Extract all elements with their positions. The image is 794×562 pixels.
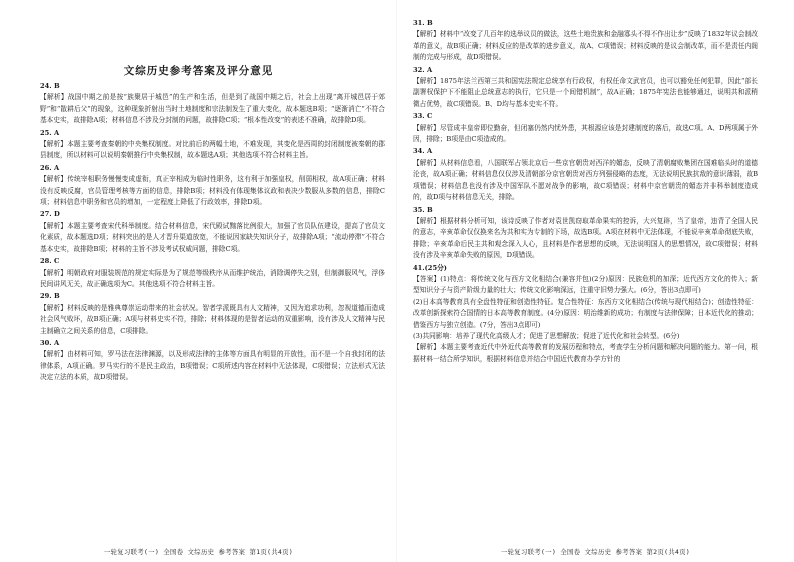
question-number: 34. A bbox=[413, 147, 433, 156]
answer-explanation: 【解析】明朝政府对服装规范的规定实际是为了规范等级秩序从而维护统治，消除调停失之别，但制御服风气，浮侈民间讲风无关，故正确选项为C。其他选项不符合材料主旨。 bbox=[40, 268, 385, 288]
question-number: 32. A bbox=[413, 65, 433, 74]
answer-explanation: 【解析】尽管成丰皇帝即位勤奋，但闭塞仍然内忧外患，其根源应该是封建制度的落后，故选C项。A、D两项属于外因，排除；B项是由C项造成的。 bbox=[413, 123, 758, 144]
question-number: 33. C bbox=[413, 112, 433, 121]
answer-explanation: 【解析】从材料信息看，八国联军占领北京后一些京官朝贵对西洋的媚态，反映了清朝腐败集团在国难临头时的道德沦丧，故A项正确；材料信息仅仅涉及清朝部分京官朝贵对西方列强侵略的态度，无法说明民族抗敌的意识薄弱，故B项错误；材料信息也没有涉及中国军队不愿对战争的影响，故C项错误；材料中京官朝贵的媚态并非科举制度造成的，故D项与材料信息无关，排除。 bbox=[413, 158, 758, 202]
page-footer-right: 一轮复习联考(一) 全国卷 文综历史 参考答案 第2页(共4页) bbox=[500, 549, 691, 556]
question-number: 24. B bbox=[40, 82, 60, 90]
answer-explanation: 【解析】材料中“改变了几百年的选举议员的做法，这些土地贵族和金融寡头不得不作出让步”反映了1832年议会制改革的意义，故B项正确；材料反应的是改革的进步意义，故A、C项错误；材料反映的是议会制改革，而不是责任内阁制的完成与形成，故D项错误。 bbox=[413, 30, 758, 62]
answer-explanation: 【解析】1875年法兰西第三共和国宪法规定总统享有行政权，有权任命文武官员，也可以豁免任何犯罪，因此“部长副署权保护下不能阻止总统意志的执行，它只是一个间错机制”，故A正确；1875年宪法也能够通过，说明共和派稍微占优势，故C项错误。B、D均与基本史实不符。 bbox=[413, 77, 758, 108]
question-number: 29. B bbox=[40, 292, 60, 301]
answer-explanation: (3)共同影响：培养了现代化高级人才；促进了思想解放；促进了近代化和社会转型。(6分) bbox=[413, 331, 680, 340]
question-number: 27. D bbox=[40, 210, 60, 219]
question-number: 31. B bbox=[413, 19, 433, 27]
question-number: 25. A bbox=[40, 128, 60, 137]
right-column bbox=[413, 17, 758, 532]
answer-explanation: 【解析】材料反映的是雅典尊崇运动带来的社会状况。智者学派既具有人文精神，又因为追求功利，忽视道德而造成社会风气败坏，故B项正确；A项与材料史实不符，排除；材料体现的是智者运动的双重影响，没有涉及人文精神与民主制确立之间关系的信息，C项排除。 bbox=[40, 303, 385, 335]
answer-explanation: 【答案】(1)特点：将传统文化与西方文化相结合(兼容并包)(2分)原因：民族危机的加深；近代西方文化的传入；新型知识分子与资产阶级力量的壮大；传统文化影响深远，注重守旧势力强大。(6分，答出3点即可) bbox=[413, 274, 758, 295]
question-number: 28. C bbox=[40, 257, 60, 266]
left-column bbox=[40, 80, 385, 532]
answer-explanation: 【解析】传统宰相职务慢慢变成虚衔，真正宰相成为临时性职务，这有利于加强皇权，削弱相权，故A项正确；材料没有反映反腐，官员管理考核等方面的信息，排除B项；材料没有体现集体议政和表决少数服从多数的信息，排除C项；材料信息中职务和官员的增加，一定程度上降低了行政效率，排除D项。 bbox=[40, 175, 385, 207]
page-footer-left: 一轮复习联考(一) 全国卷 文综历史 参考答案 第1页(共4页) bbox=[103, 549, 294, 556]
question-number: 30. A bbox=[40, 338, 60, 347]
answer-explanation: 【解析】战国中期之前是按“族聚居于城邑”的生产和生活，但是到了战国中期之后，社会上出现“离开城邑居于郊野”和“散耕后父”的现象，这种现象折射出当时土地制度和宗法制发生了重大变化，故本题选B项；“逐渐消亡”不符合基本史实，故排除A项；材料信息不涉及分封制的问题，故排除C项；“根本性改变”的表述不准确，故排除D项。 bbox=[40, 93, 385, 125]
question-number: 35. B bbox=[413, 205, 433, 214]
question-number: 41.(25分) bbox=[413, 263, 447, 272]
answer-explanation: (2)日本高等教育具有全盘性特征和创造性特征。复合性特征：东西方文化相结合(传统与现代相结合)；创造性特征：改革创新探索符合国情的日本高等教育制度。(4分)原因：明治维新的成功；有制度与法律保障；日本近代化的推动；借鉴西方与独立创造。(7分，答出3点即可) bbox=[413, 297, 758, 329]
question-number: 26. A bbox=[40, 163, 60, 172]
answer-explanation: 【解析】本题主要考查秦朝的中央集权制度。对比前后的两幅土地，不难发现，其变化是西周的封闭制度被秦朝的郡县制度，所以材料可以说明秦朝推行中央集权制，故本题选A项；其他选项不符合材料主旨。 bbox=[40, 140, 385, 160]
page-right bbox=[397, 0, 794, 562]
answer-explanation: 【解析】本题主要考查近代中外近代高等教育的发展历程和特点，考查学生分析问题和解决问题的能力。第一问，根据材料一结合所学知识，根据材料信息并结合中国近代教育办学方针的 bbox=[413, 343, 758, 363]
page-title: 文综历史参考答案及评分意见 bbox=[123, 65, 274, 77]
answer-explanation: 【解析】根据材料分析可知，该诗反映了作者对袁世凯窃取革命果实的控诉，大兴复辟，当了皇帝，违背了全国人民的意志，辛亥革命仅仅换来名为共和实为专制的下场，故选B项。A项在材料中无法体现，不能说辛亥革命彻底失败，排除；辛亥革命后民主共和观念深入人心，且材料是作者思想的反映，无法说明国人的思想情况，故C项错误；材料没有涉及辛亥革命失败的原因，D项错误。 bbox=[413, 216, 758, 260]
answer-explanation: 【解析】由材料可知，罗马法在法律渊源，以及形成法律的主体等方面具有明显的开放性，而不是一个自我封闭的法律体系，A项正确。罗马实行的不是民主政治，B项错误；C项所述内容在材料中无法体现，C项错误；立法形式无法决定立法的本质，故D项错误。 bbox=[40, 350, 385, 382]
answer-explanation: 【解析】本题主要考查宋代科举制度。结合材料信息，宋代殿试黜落比例很大，加强了官员队伍建设，提高了官员文化素质，故本题选D项；材料突出的是人才晋升渠道放宽，不能说因家缺失知识分子，故排除A项；“流动停滞”不符合基本史实，故排除B项；材料的主旨不涉及考试权威问题，排除C项。 bbox=[40, 221, 385, 253]
